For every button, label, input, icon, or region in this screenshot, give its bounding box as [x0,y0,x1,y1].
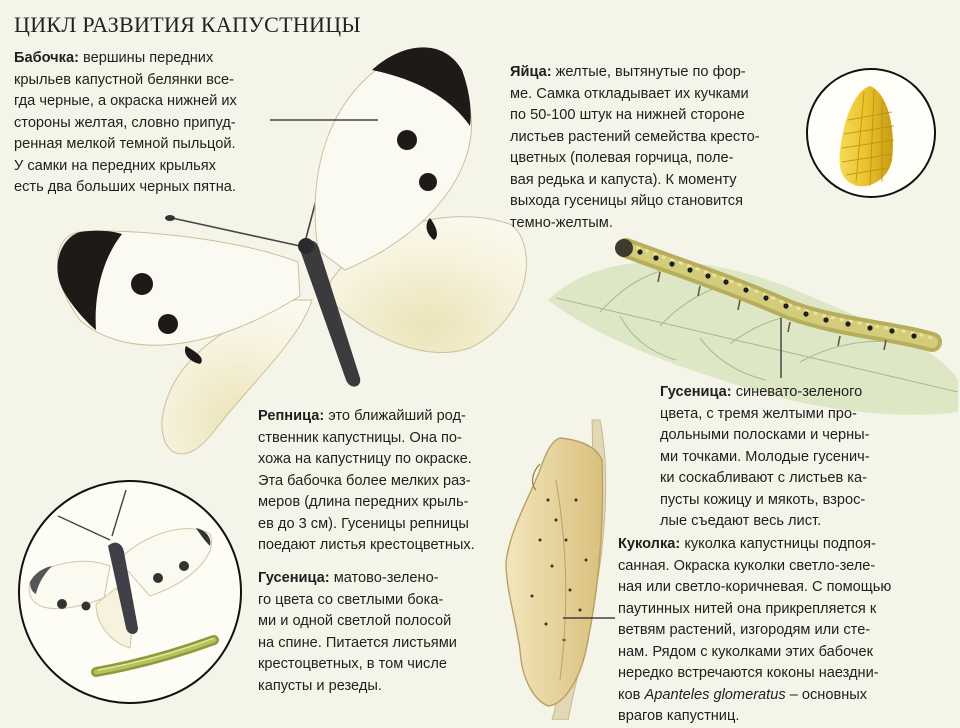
pupa [506,420,606,720]
eggs-text [510,62,760,234]
butterfly-heading: Бабочка: [14,50,79,66]
egg-inset [807,69,935,197]
butterfly-line: гда черные, а окраска нижней их [14,93,237,109]
pupa-text [618,534,891,728]
pupa-line: паутинных нитей она прикрепляется к [618,600,877,617]
small-white-inset [19,481,241,703]
butterfly-line: стороны желтая, словно припуд- [14,114,236,131]
pupa-line: врагов капустниц. [618,708,740,724]
small-white-line: Эта бабочка более мелких раз- [258,472,471,489]
small-white-caterpillar-text [258,568,457,697]
eggs-line: листьев растений семейства кресто- [510,128,760,145]
butterfly-text [14,48,237,199]
small-white-caterpillar-line: ми и одной светлой полосой [258,613,452,629]
caterpillar-line: лые съедают весь лист. [660,513,822,529]
caterpillar-text [660,382,870,533]
small-white-line: ев до 3 см). Гусеницы репницы [258,515,469,532]
small-white-line: ственник капустницы. Она по- [258,429,462,446]
pupa-heading: Куколка: [618,536,681,552]
small-white-caterpillar-line: крестоцветных, в том числе [258,656,447,672]
pupa-line: санная. Окраска куколки светло-зеле- [618,557,876,574]
small-white-line: хожа на капустницу по окраске. [258,451,472,467]
small-white-heading: Репница: [258,408,325,424]
eggs-line: выхода гусеницы яйцо становится [510,193,743,209]
eggs-line: темно-желтым. [510,214,613,231]
pupa-line: ветвям растений, изгородям или сте- [618,622,871,638]
butterfly-line: есть два больших черных пятна. [14,179,236,195]
caterpillar-line: ки соскабливают с листьев ка- [660,470,867,486]
small-white-text [258,406,475,557]
pupa-line: нередко встречаются коконы наездни- [618,665,879,681]
pupa-line: – основных [789,686,868,703]
caterpillar-line: цвета, с тремя желтыми про- [660,405,857,422]
latin-name: Apanteles glomeratus [644,686,786,703]
eggs-line: желтые, вытянутые по фор- [555,64,746,80]
small-white-line: поедают листья крестоцветных. [258,537,475,553]
caterpillar-heading: Гусеница: [660,384,732,400]
small-white-caterpillar-line: го цвета со светлыми бока- [258,591,444,608]
butterfly-line: вершины передних [83,50,214,66]
pupa-line: ная или светло-коричневая. С помощью [618,579,892,595]
caterpillar-line: ми точками. Молодые гусенич- [660,448,870,465]
eggs-line: цветных (полевая горчица, поле- [510,150,734,166]
eggs-line: вая редька и капуста). К моменту [510,171,737,188]
pupa-line: куколка капустницы подпоя- [684,536,876,552]
butterfly-line: У самки на передних крыльях [14,157,216,174]
small-white-caterpillar-line: капусты и резеды. [258,677,382,694]
butterfly-line: ренная мелкой темной пыльцой. [14,136,236,152]
caterpillar-line: пусты кожицу и мякоть, взрос- [660,491,866,508]
page-title: ЦИКЛ РАЗВИТИЯ КАПУСТНИЦЫ [14,12,361,37]
small-white-line: это ближайший род- [328,408,466,424]
eggs-line: ме. Самка откладывает их кучками [510,85,749,102]
small-white-caterpillar-line: на спине. Питается листьями [258,634,457,651]
butterfly-line: крыльев капустной белянки все- [14,71,235,88]
pupa-line: ков [618,686,641,703]
small-white-line: меров (длина передних крыль- [258,494,469,510]
small-white-caterpillar-heading: Гусеница: [258,570,330,586]
small-white-caterpillar-line: матово-зелено- [333,570,439,586]
pupa-line: нам. Рядом с куколками этих бабочек [618,643,874,660]
caterpillar-line: дольными полосками и черны- [660,427,870,443]
eggs-line: по 50-100 штук на нижней стороне [510,107,745,123]
caterpillar-line: синевато-зеленого [735,384,863,400]
eggs-heading: Яйца: [510,64,552,80]
